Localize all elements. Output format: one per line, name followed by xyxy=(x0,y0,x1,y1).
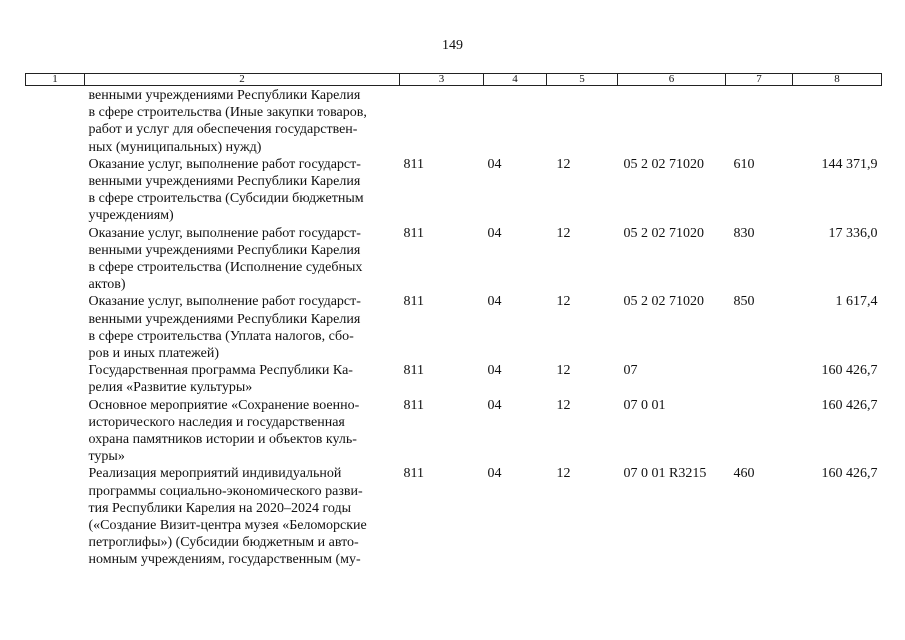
cell-item-name xyxy=(85,225,400,294)
cell-target-article: 07 0 01 xyxy=(623,397,666,413)
item-name-line: ных (муниципальных) нужд) xyxy=(88,139,262,155)
page-number: 149 xyxy=(442,38,463,53)
cell-row-number xyxy=(26,397,85,466)
item-name-line: венными учреждениями Республики Карелия xyxy=(88,311,361,327)
table-row xyxy=(26,86,882,156)
cell-expense-type xyxy=(726,362,793,396)
cell-section xyxy=(484,86,547,156)
cell-section: 04 xyxy=(487,363,502,379)
item-name-line: учреждениям) xyxy=(88,208,174,224)
cell-ministry-code: 811 xyxy=(403,225,424,241)
cell-amount: 160 426,7 xyxy=(821,397,878,413)
cell-item-name xyxy=(85,362,400,396)
cell-ministry-code: 811 xyxy=(403,466,424,482)
cell-item-name xyxy=(85,293,400,362)
cell-target-article: 07 0 01 R3215 xyxy=(623,466,707,482)
item-name-line: в сфере строительства (Уплата налогов, сбо- xyxy=(88,328,354,344)
table-row xyxy=(26,465,882,568)
cell-subsection: 12 xyxy=(556,397,571,413)
item-name-line: в сфере строительства (Исполнение судебных xyxy=(88,260,363,276)
cell-target-article: 05 2 02 71020 xyxy=(623,225,704,241)
item-name-line: Оказание услуг, выполнение работ государст- xyxy=(88,156,361,172)
cell-section: 04 xyxy=(487,225,502,241)
column-number-8: 8 xyxy=(793,74,882,86)
cell-amount: 1 617,4 xyxy=(835,294,878,310)
cell-item-name xyxy=(85,156,400,225)
item-name-line: релия «Развитие культуры» xyxy=(88,380,253,396)
cell-expense-type: 830 xyxy=(733,225,755,241)
item-name-line: номным учреждениям, государственным (му- xyxy=(88,552,361,568)
budget-table xyxy=(25,73,882,569)
cell-row-number xyxy=(26,225,85,294)
cell-subsection: 12 xyxy=(556,156,571,172)
table-row xyxy=(26,362,882,396)
cell-section: 04 xyxy=(487,156,502,172)
table-row xyxy=(26,225,882,294)
table-body xyxy=(26,86,882,569)
cell-row-number xyxy=(26,86,85,156)
cell-amount: 17 336,0 xyxy=(828,225,878,241)
table-row xyxy=(26,156,882,225)
item-name-line: («Создание Визит-центра музея «Беломорские xyxy=(88,518,367,534)
cell-expense-type xyxy=(726,86,793,156)
cell-expense-type: 610 xyxy=(733,156,755,172)
cell-ministry-code: 811 xyxy=(403,294,424,310)
cell-subsection xyxy=(547,86,618,156)
table-row xyxy=(26,397,882,466)
cell-expense-type: 460 xyxy=(733,466,755,482)
cell-row-number xyxy=(26,465,85,568)
item-name-line: Оказание услуг, выполнение работ государст- xyxy=(88,294,361,310)
item-name-line: туры» xyxy=(88,449,125,465)
item-name-line: Государственная программа Республики Ка- xyxy=(88,363,353,379)
cell-subsection: 12 xyxy=(556,294,571,310)
cell-item-name xyxy=(85,86,400,156)
cell-section: 04 xyxy=(487,294,502,310)
column-number-2: 2 xyxy=(85,74,400,86)
item-name-line: программы социально-экономического разви- xyxy=(88,483,363,499)
cell-amount: 160 426,7 xyxy=(821,363,878,379)
item-name-line: актов) xyxy=(88,277,126,293)
cell-target-article xyxy=(618,86,726,156)
cell-expense-type xyxy=(726,397,793,466)
cell-target-article: 07 xyxy=(623,363,638,379)
column-number-5: 5 xyxy=(547,74,618,86)
item-name-line: в сфере строительства (Иные закупки товаров, xyxy=(88,105,367,121)
cell-subsection: 12 xyxy=(556,363,571,379)
cell-subsection: 12 xyxy=(556,466,571,482)
column-number-6: 6 xyxy=(618,74,726,86)
item-name-line: Реализация мероприятий индивидуальной xyxy=(88,466,342,482)
item-name-line: венными учреждениями Республики Карелия xyxy=(88,88,361,103)
item-name-line: венными учреждениями Республики Карелия xyxy=(88,242,361,258)
cell-item-name xyxy=(85,465,400,568)
cell-row-number xyxy=(26,362,85,396)
table-row xyxy=(26,293,882,362)
item-name-line: охрана памятников истории и объектов куль- xyxy=(88,432,357,448)
cell-ministry-code xyxy=(400,86,484,156)
cell-amount: 160 426,7 xyxy=(821,466,878,482)
cell-ministry-code: 811 xyxy=(403,156,424,172)
cell-row-number xyxy=(26,293,85,362)
column-number-header-row xyxy=(26,74,882,86)
column-number-3: 3 xyxy=(400,74,484,86)
cell-amount xyxy=(793,86,882,156)
item-name-line: Основное мероприятие «Сохранение военно- xyxy=(88,397,360,413)
item-name-line: венными учреждениями Республики Карелия xyxy=(88,174,361,190)
cell-target-article: 05 2 02 71020 xyxy=(623,156,704,172)
cell-section: 04 xyxy=(487,397,502,413)
cell-item-name xyxy=(85,397,400,466)
column-number-7: 7 xyxy=(726,74,793,86)
item-name-line: петроглифы») (Субсидии бюджетным и авто- xyxy=(88,535,359,551)
item-name-line: Оказание услуг, выполнение работ государст- xyxy=(88,225,361,241)
cell-row-number xyxy=(26,156,85,225)
item-name-line: тия Республики Карелия на 2020–2024 годы xyxy=(88,500,352,516)
cell-target-article: 05 2 02 71020 xyxy=(623,294,704,310)
cell-expense-type: 850 xyxy=(733,294,755,310)
item-name-line: в сфере строительства (Субсидии бюджетным xyxy=(88,191,364,207)
item-name-line: исторического наследия и государственная xyxy=(88,414,345,430)
cell-section: 04 xyxy=(487,466,502,482)
cell-ministry-code: 811 xyxy=(403,363,424,379)
column-number-1: 1 xyxy=(26,74,85,86)
item-name-line: ров и иных платежей) xyxy=(88,346,220,362)
cell-amount: 144 371,9 xyxy=(821,156,878,172)
cell-ministry-code: 811 xyxy=(403,397,424,413)
column-number-4: 4 xyxy=(484,74,547,86)
item-name-line: работ и услуг для обеспечения государствен- xyxy=(88,122,358,138)
cell-subsection: 12 xyxy=(556,225,571,241)
